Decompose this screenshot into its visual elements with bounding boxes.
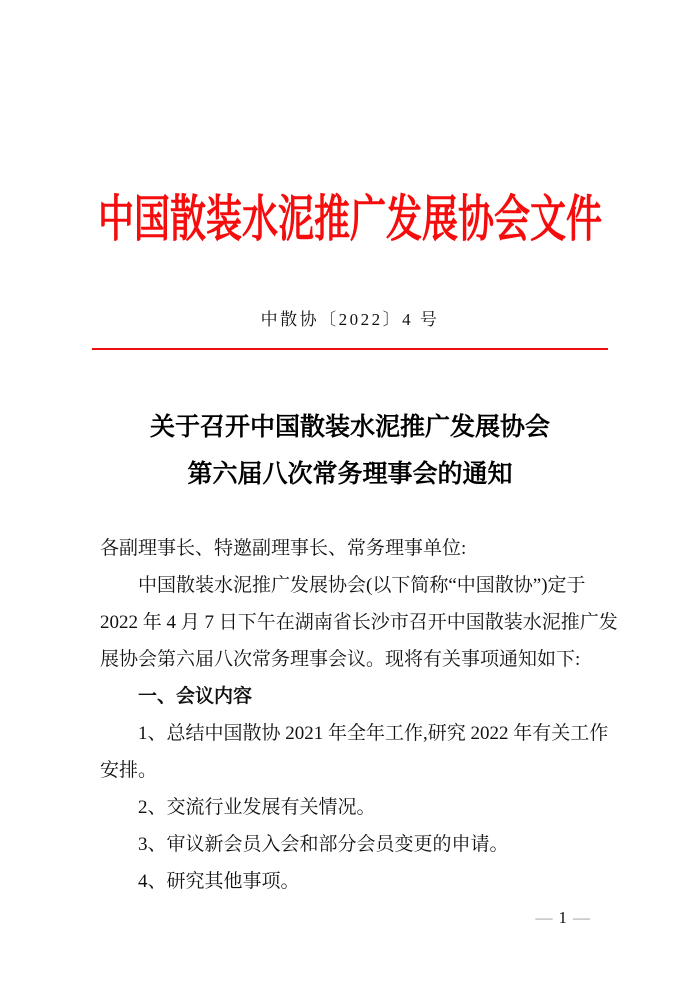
list-item-4: 4、研究其他事项。 [138,871,300,892]
footer-dash-left: — [535,908,553,927]
paragraph-line: 2022 年 4 月 7 日下午在湖南省长沙市召开中国散装水泥推广发 [100,612,618,633]
document-title [0,404,700,498]
salutation-line: 各副理事长、特邀副理事长、常务理事单位: [100,538,467,559]
list-item-2: 2、交流行业发展有关情况。 [138,797,376,818]
page-number: 1 [558,908,567,927]
document-title-line-1: 关于召开中国散装水泥推广发展协会 [149,414,550,441]
footer-dash-right: — [573,908,590,927]
list-item-3: 3、审议新会员入会和部分会员变更的申请。 [138,834,509,855]
letterhead-org-title: 中国散装水泥推广发展协会文件 [97,191,602,247]
section-heading-meeting-content: 一、会议内容 [138,686,253,707]
paragraph-line: 中国散装水泥推广发展协会(以下简称“中国散协”)定于 [138,575,586,596]
document-body [100,530,618,900]
list-item-1-line-1: 1、总结中国散协 2021 年全年工作,研究 2022 年有关工作 [138,723,609,744]
page-footer [530,908,597,928]
red-divider-line [92,348,608,350]
document-title-line-2: 第六届八次常务理事会的通知 [187,461,513,488]
list-item-1-line-2: 安排。 [100,760,158,781]
paragraph-line: 展协会第六届八次常务理事会议。现将有关事项通知如下: [100,649,581,670]
document-number: 中散协〔2022〕4 号 [260,310,440,329]
